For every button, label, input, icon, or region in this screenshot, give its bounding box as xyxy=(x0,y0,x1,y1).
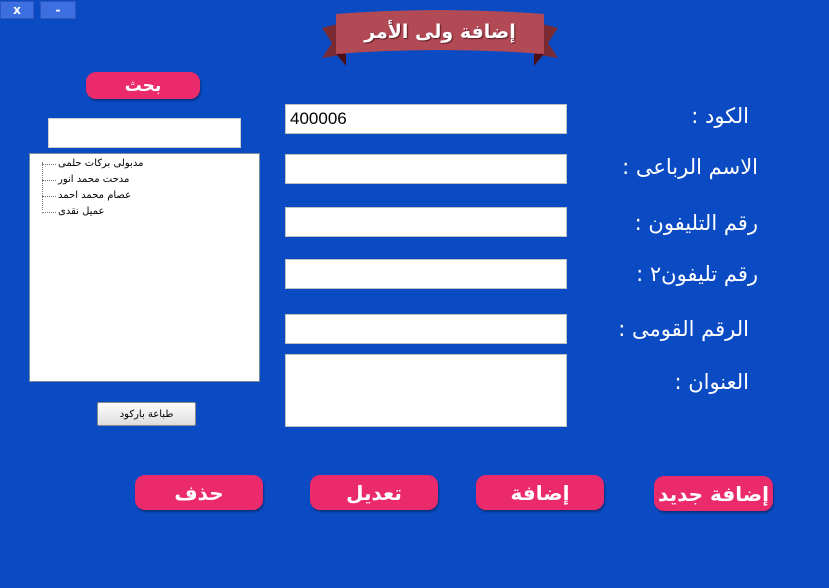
close-button[interactable]: x xyxy=(0,1,34,19)
tree-branch-line xyxy=(42,180,56,181)
add-button[interactable]: إضافة xyxy=(476,475,604,510)
minimize-button[interactable]: - xyxy=(40,1,76,19)
edit-button[interactable]: تعديل xyxy=(310,475,438,510)
address-label: العنوان : xyxy=(674,370,749,394)
tree-branch-line xyxy=(42,164,56,165)
phone2-label: رقم تليفون٢ : xyxy=(636,262,758,286)
page-title: إضافة ولى الأمر xyxy=(364,21,516,43)
phone-field[interactable] xyxy=(285,207,567,237)
tree-item-label: مدبولى بركات حلمى xyxy=(58,158,144,169)
code-label: الكود : xyxy=(691,104,749,128)
search-input[interactable] xyxy=(48,118,241,148)
search-button[interactable]: بحث xyxy=(86,72,200,99)
guardian-tree-list[interactable] xyxy=(29,153,260,382)
address-field[interactable] xyxy=(285,354,567,427)
page-title-banner xyxy=(322,10,558,68)
phone-label: رقم التليفون : xyxy=(634,211,758,235)
tree-item-3[interactable] xyxy=(42,188,131,204)
full-name-label: الاسم الرباعى : xyxy=(622,155,758,179)
phone2-field[interactable] xyxy=(285,259,567,289)
tree-item-label: عميل نقدى xyxy=(58,206,105,217)
tree-branch-line xyxy=(42,196,56,197)
tree-item-2[interactable] xyxy=(42,172,129,188)
tree-item-4[interactable] xyxy=(42,204,104,220)
print-barcode-button[interactable]: طباعة باركود xyxy=(97,402,196,426)
tree-item-label: مدحت محمد انور xyxy=(58,174,130,185)
national-id-label: الرقم القومى : xyxy=(618,317,749,341)
delete-button[interactable]: حذف xyxy=(135,475,263,510)
tree-branch-line xyxy=(42,212,56,213)
tree-item-label: عصام محمد احمد xyxy=(58,190,132,201)
code-field[interactable]: 400006 xyxy=(285,104,567,134)
national-id-field[interactable] xyxy=(285,314,567,344)
full-name-field[interactable] xyxy=(285,154,567,184)
tree-item-1[interactable] xyxy=(42,156,143,172)
add-new-button[interactable]: إضافة جديد xyxy=(654,476,773,511)
